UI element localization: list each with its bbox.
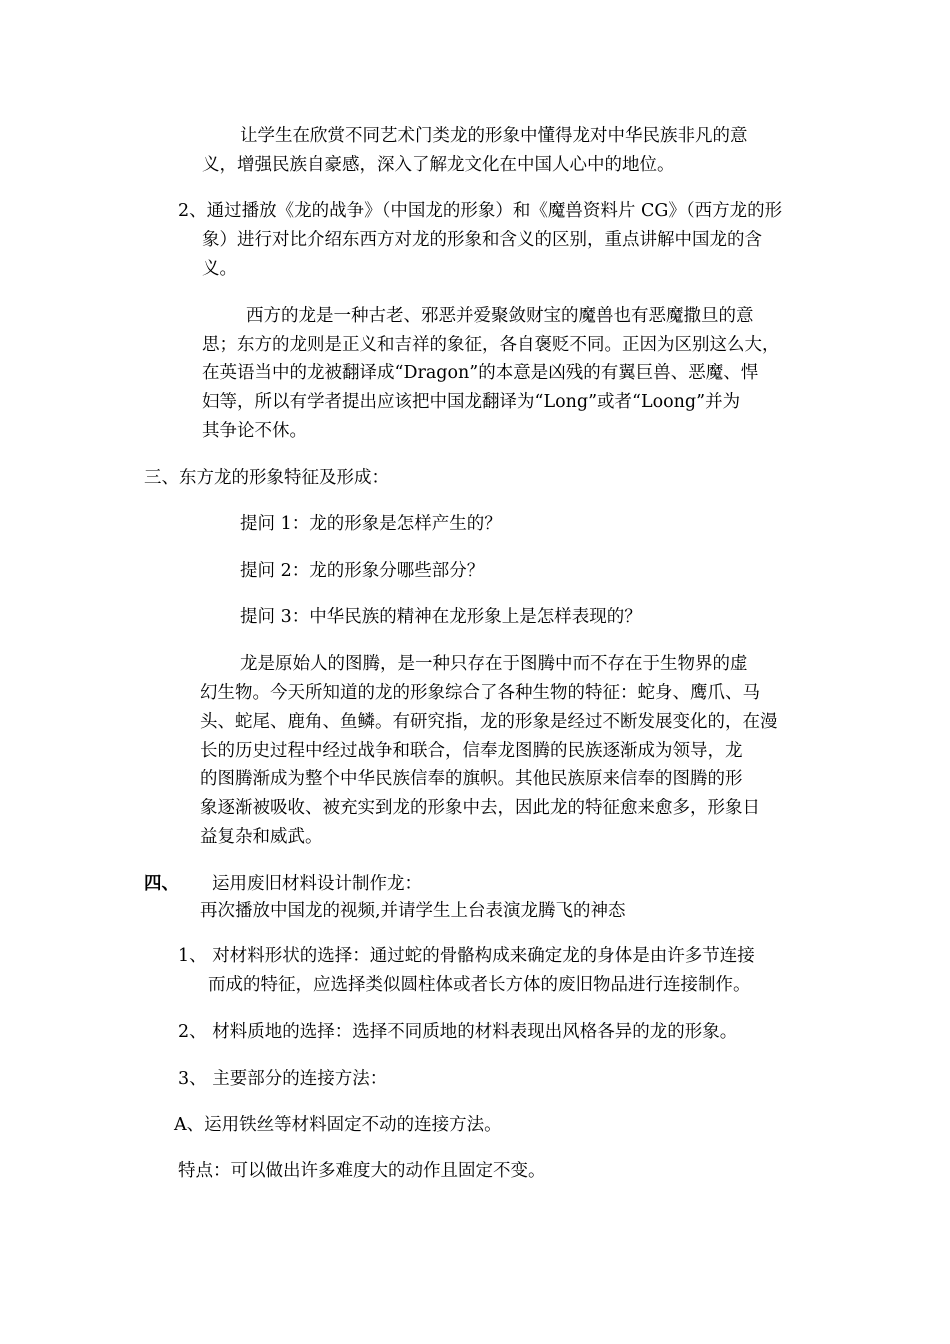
westeast-line-3: 在英语当中的龙被翻译成“Dragon”的本意是凶残的有翼巨兽、恶魔、悍	[202, 363, 759, 383]
item2-line-2: 象）进行对比介绍东西方对龙的形象和含义的区别，重点讲解中国龙的含	[202, 230, 762, 250]
item2-line-3: 义。	[202, 259, 237, 279]
intro-line-2: 义，增强民族自豪感，深入了解龙文化在中国人心中的地位。	[202, 155, 675, 175]
section4-number: 四、	[144, 874, 179, 894]
dragon-line-7: 益复杂和威武。	[200, 827, 323, 847]
question-1: 提问 1：龙的形象是怎样产生的？	[240, 514, 502, 534]
dragon-line-6: 象逐渐被吸收、被充实到龙的形象中去，因此龙的特征愈来愈多，形象日	[200, 798, 760, 818]
section4-item-a: A、运用铁丝等材料固定不动的连接方法。	[174, 1115, 502, 1135]
dragon-line-4: 长的历史过程中经过战争和联合，信奉龙图腾的民族逐渐成为领导，龙	[200, 741, 743, 761]
section4-feature: 特点：可以做出许多难度大的动作且固定不变。	[178, 1161, 546, 1181]
westeast-line-5: 其争论不休。	[202, 421, 307, 441]
section4-item3: 3、 主要部分的连接方法：	[178, 1069, 388, 1089]
section3-heading: 三、东方龙的形象特征及形成：	[144, 468, 389, 488]
westeast-line-2: 思；东方的龙则是正义和吉祥的象征，各自褒贬不同。正因为区别这么大，	[202, 335, 780, 355]
section4-subline: 再次播放中国龙的视频,并请学生上台表演龙腾飞的神态	[200, 901, 626, 921]
intro-line-1: 让学生在欣赏不同艺术门类龙的形象中懂得龙对中华民族非凡的意	[240, 126, 748, 146]
westeast-line-1: 西方的龙是一种古老、邪恶并爱聚敛财宝的魔兽也有恶魔撒旦的意	[246, 306, 754, 326]
question-2: 提问 2：龙的形象分哪些部分？	[240, 561, 485, 581]
section4-heading: 运用废旧材料设计制作龙：	[212, 874, 422, 894]
section4-item1-line-2: 而成的特征，应选择类似圆柱体或者长方体的废旧物品进行连接制作。	[208, 975, 751, 995]
dragon-line-3: 头、蛇尾、鹿角、鱼鳞。有研究指，龙的形象是经过不断发展变化的，在漫	[200, 712, 778, 732]
section4-item1-line-1: 1、 对材料形状的选择：通过蛇的骨骼构成来确定龙的身体是由许多节连接	[178, 946, 755, 966]
dragon-line-2: 幻生物。今天所知道的龙的形象综合了各种生物的特征：蛇身、鹰爪、马	[200, 683, 760, 703]
dragon-line-5: 的图腾渐成为整个中华民族信奉的旗帜。其他民族原来信奉的图腾的形	[200, 769, 743, 789]
section4-item2: 2、 材料质地的选择：选择不同质地的材料表现出风格各异的龙的形象。	[178, 1022, 738, 1042]
question-3: 提问 3：中华民族的精神在龙形象上是怎样表现的？	[240, 607, 642, 627]
item2-line-1: 2、通过播放《龙的战争》（中国龙的形象）和《魔兽资料片 CG》（西方龙的形	[178, 201, 783, 221]
westeast-line-4: 妇等，所以有学者提出应该把中国龙翻译为“Long”或者“Loong”并为	[202, 392, 741, 412]
dragon-line-1: 龙是原始人的图腾，是一种只存在于图腾中而不存在于生物界的虚	[240, 654, 748, 674]
